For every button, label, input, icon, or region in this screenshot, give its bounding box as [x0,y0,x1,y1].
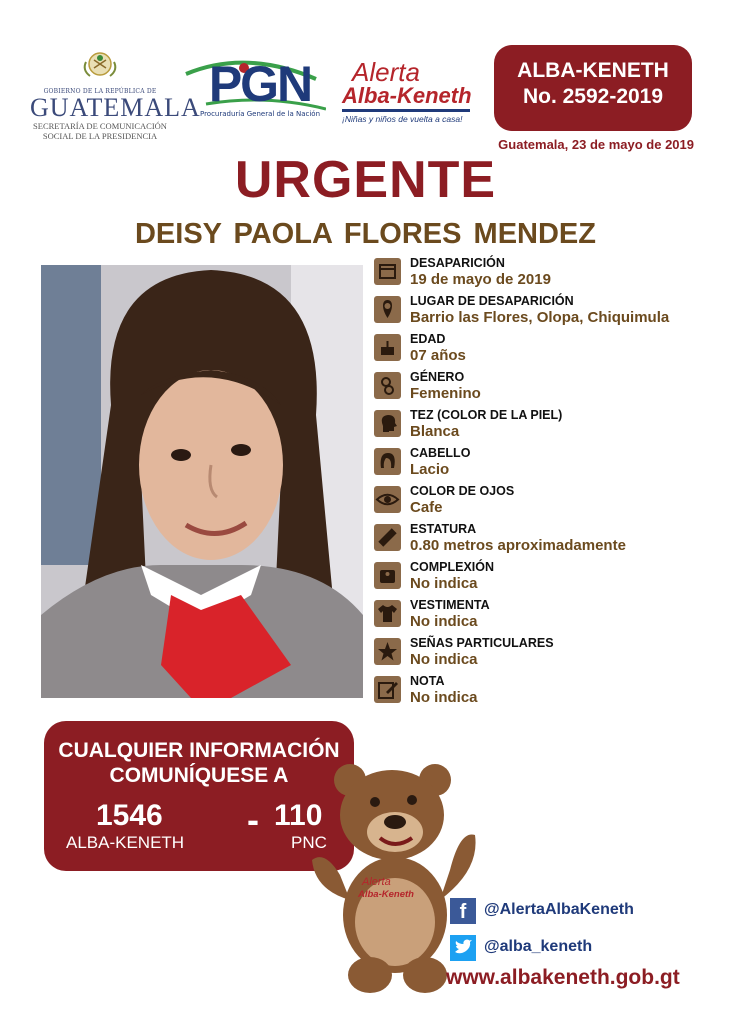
gov-name: GUATEMALA [30,93,201,122]
star-icon [374,638,401,665]
field-value: No indica [410,689,478,706]
bear-badge-line2: Alba-Keneth [358,889,414,900]
website-link[interactable]: www.albakeneth.gob.gt [446,966,680,989]
gov-sub-line-1: SECRETARÍA DE COMUNICACIÓN [33,121,167,131]
field-label: COLOR DE OJOS [410,484,515,498]
child-portrait-illustration [41,265,363,698]
field-eye-color [372,482,712,518]
gov-header-line: GOBIERNO DE LA REPÚBLICA DE [43,88,157,95]
gov-sub-line-2: SOCIAL DE LA PRESIDENCIA [42,131,158,141]
field-label: LUGAR DE DESAPARICIÓN [410,294,574,308]
field-clothing [372,596,712,632]
head-profile-icon [374,410,401,437]
facebook-handle[interactable]: @AlertaAlbaKeneth [484,901,634,918]
urgent-heading: URGENTE [234,151,497,209]
field-value: Barrio las Flores, Olopa, Chiquimula [410,309,670,326]
hotline-number-pnc[interactable]: 110 [274,799,323,832]
case-number: No. 2592-2019 [522,85,664,108]
bear-badge-line1: Alerta [362,876,391,888]
guatemala-government-logo [30,48,201,141]
gender-icon [374,372,401,399]
scale-icon [374,562,401,589]
field-build [372,558,712,594]
hotline-number-alba-keneth[interactable]: 1546 [96,799,163,832]
field-label: CABELLO [410,446,471,460]
alerta-logo-underline [342,109,470,112]
pgn-logo-text: PGN [208,56,312,112]
field-label: DESAPARICIÓN [410,256,505,270]
field-distinguishing-marks [372,634,712,670]
location-pin-icon [374,296,401,323]
field-value: No indica [410,613,478,630]
facebook-icon: f [450,898,476,924]
field-value: 19 de mayo de 2019 [410,271,551,288]
field-value: 07 años [410,347,466,364]
shirt-icon [374,600,401,627]
field-value: 0.80 metros aproximadamente [410,537,626,554]
field-disappearance-date [372,254,712,290]
field-value: Femenino [410,385,481,402]
birthday-cake-icon [374,334,401,361]
alerta-logo-line1: Alerta [352,57,420,87]
contact-line1: CUALQUIER INFORMACIÓN [58,739,340,762]
hotline-label-alba-keneth: ALBA-KENETH [66,833,185,852]
field-skin-tone [372,406,712,442]
case-title: ALBA-KENETH [517,59,669,82]
hair-icon [374,448,401,475]
contact-line2: COMUNÍQUESE A [109,764,289,787]
pgn-logo [180,58,340,118]
teddy-bear-illustration [300,750,490,1000]
pgn-caption: Procuraduría General de la Nación [199,110,321,118]
field-hair [372,444,712,480]
field-height [372,520,712,556]
field-label: EDAD [410,332,446,346]
field-value: No indica [410,651,478,668]
note-edit-icon [374,676,401,703]
missing-person-name: DEISY PAOLA FLORES MENDEZ [134,218,596,250]
twitter-handle[interactable]: @alba_keneth [484,938,593,955]
missing-person-photo [41,265,363,698]
contact-separator: - [247,799,259,840]
field-value: Cafe [410,499,443,516]
field-label: SEÑAS PARTICULARES [410,636,554,650]
ruler-icon [374,524,401,551]
field-label: TEZ (COLOR DE LA PIEL) [410,408,563,422]
field-label: ESTATURA [410,522,477,536]
field-disappearance-place [372,292,712,328]
coat-of-arms-icon [80,48,120,82]
alerta-logo-line2: Alba-Keneth [342,83,472,108]
calendar-icon [374,258,401,285]
field-value: No indica [410,575,478,592]
eye-icon [374,486,401,513]
field-label: COMPLEXIÓN [410,560,495,574]
field-value: Blanca [410,423,460,440]
hotline-label-pnc: PNC [291,833,327,852]
teddy-bear-mascot [300,750,490,1000]
field-gender [372,368,712,404]
case-number-badge [494,45,692,131]
field-label: NOTA [410,674,445,688]
field-age [372,330,712,366]
field-label: VESTIMENTA [410,598,490,612]
publication-date: Guatemala, 23 de mayo de 2019 [498,137,694,152]
field-note [372,672,712,708]
field-label: GÉNERO [410,370,465,384]
twitter-icon [450,935,476,961]
alerta-tagline: ¡Niñas y niños de vuelta a casa! [342,114,463,124]
alerta-alba-keneth-logo [342,57,482,124]
field-value: Lacio [410,461,450,478]
